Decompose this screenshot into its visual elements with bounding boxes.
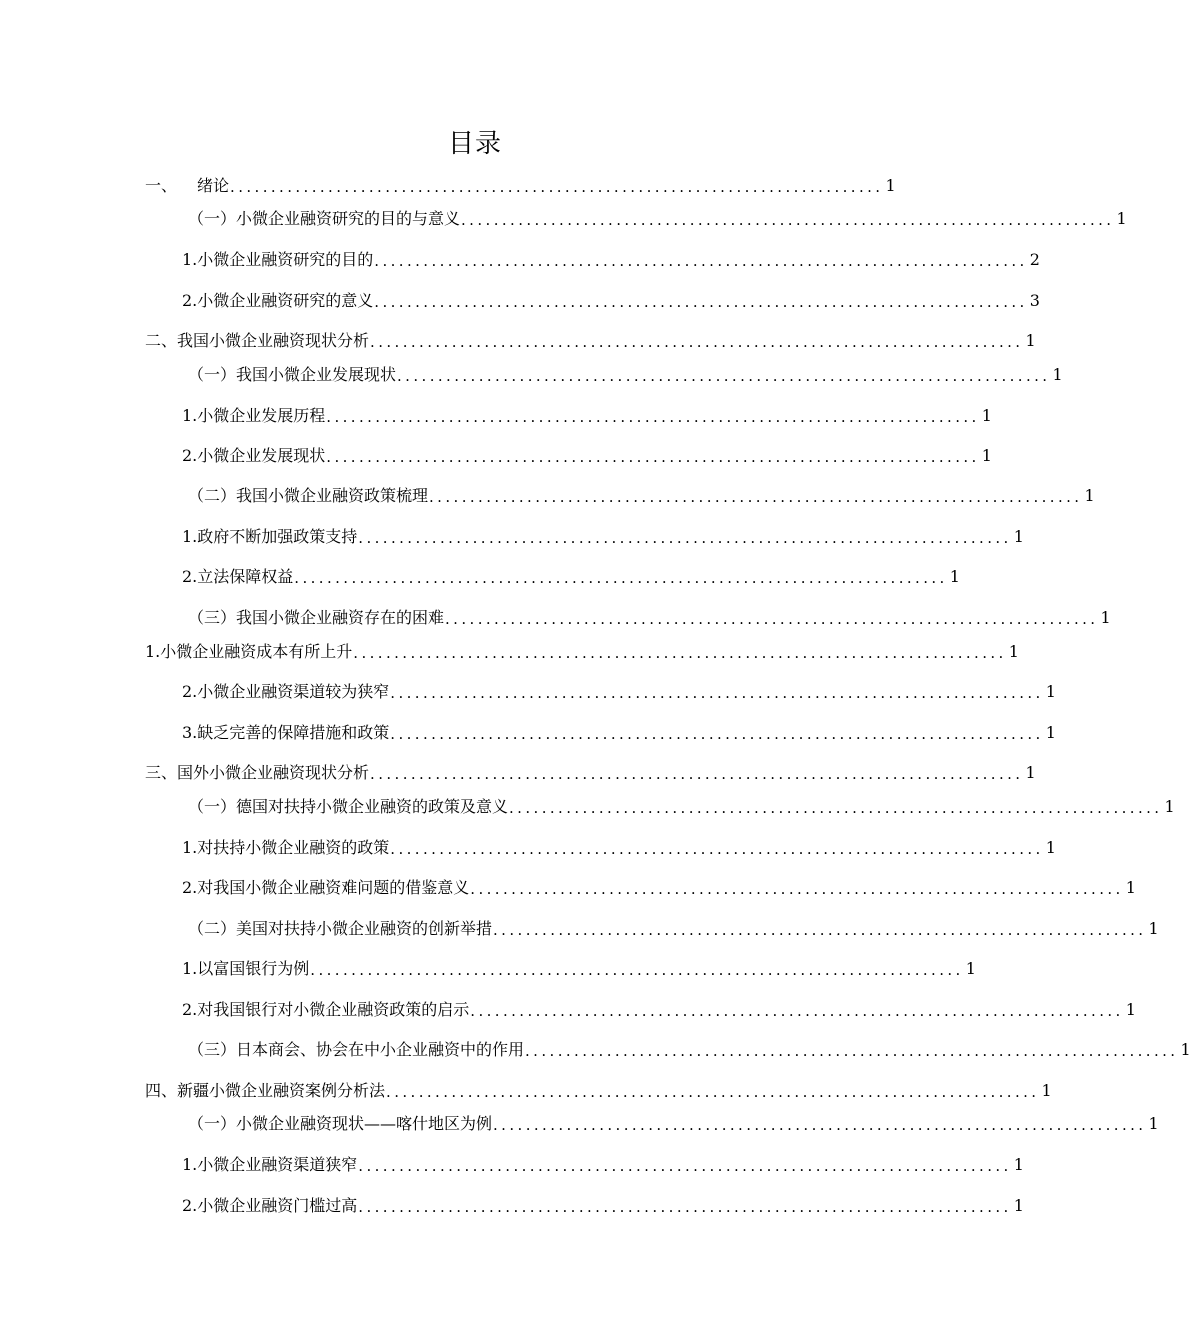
toc-entry-section[interactable] [188, 206, 1127, 230]
toc-entry-section[interactable] [188, 483, 1095, 507]
dot-leader: ................................................................................ [445, 610, 1099, 628]
toc-entry-title: 新疆小微企业融资案例分析法 [177, 1081, 386, 1100]
dot-leader: ................................................................................ [370, 765, 1024, 783]
toc-entry-page: 1 [1013, 527, 1024, 546]
toc-entry-chapter-1[interactable] [145, 173, 896, 197]
dot-leader: ................................................................................ [386, 1083, 1040, 1101]
dot-leader: ................................................................................ [493, 1116, 1147, 1134]
dot-leader: ................................................................................ [358, 1198, 1012, 1216]
toc-entry-title: （一）德国对扶持小微企业融资的政策及意义 [188, 797, 509, 816]
dot-leader: ................................................................................ [470, 880, 1124, 898]
toc-entry-number: 一、 [145, 176, 178, 195]
toc-entry-page: 1 [1041, 1081, 1052, 1100]
toc-entry-page: 1 [1100, 608, 1111, 627]
dot-leader: ................................................................................ [390, 684, 1044, 702]
toc-entry-item[interactable] [182, 564, 960, 588]
toc-entry-title: 1.小微企业融资成本有所上升 [145, 642, 353, 661]
dot-leader: ................................................................................ [470, 1002, 1124, 1020]
toc-entry-page: 2 [1029, 250, 1040, 269]
toc-entry-chapter-4[interactable] [145, 1078, 1052, 1102]
toc-entry-page: 1 [965, 959, 976, 978]
toc-entry-page: 1 [1008, 642, 1019, 661]
dot-leader: ................................................................................ [374, 293, 1028, 311]
dot-leader: ................................................................................ [230, 178, 884, 196]
toc-entry-title: （一）小微企业融资现状——喀什地区为例 [188, 1114, 493, 1133]
toc-entry-title: 1.以富国银行为例 [182, 959, 310, 978]
toc-entry-title: （二）我国小微企业融资政策梳理 [188, 486, 429, 505]
toc-entry-title: 绪论 [197, 176, 230, 195]
toc-entry-section[interactable] [188, 1037, 1191, 1061]
toc-entry-page: 3 [1029, 291, 1040, 310]
toc-entry-title: （三）日本商会、协会在中小企业融资中的作用 [188, 1040, 525, 1059]
toc-entry-title: 1.对扶持小微企业融资的政策 [182, 838, 390, 857]
toc-entry-page: 1 [949, 567, 960, 586]
dot-leader: ................................................................................ [353, 644, 1007, 662]
toc-entry-title: 2.对我国银行对小微企业融资政策的启示 [182, 1000, 470, 1019]
toc-entry-item[interactable] [182, 679, 1056, 703]
toc-entry-item[interactable] [182, 956, 976, 980]
toc-entry-title: （三）我国小微企业融资存在的困难 [188, 608, 445, 627]
toc-entry-page: 1 [1045, 682, 1056, 701]
toc-entry-page: 1 [1013, 1155, 1024, 1174]
toc-entry-item[interactable] [145, 639, 1019, 663]
dot-leader: ................................................................................ [390, 840, 1044, 858]
toc-entry-title: 国外小微企业融资现状分析 [177, 763, 370, 782]
toc-entry-item[interactable] [182, 875, 1136, 899]
dot-leader: ................................................................................ [509, 799, 1163, 817]
toc-entry-number: 三、 [145, 763, 178, 782]
toc-entry-title: （一）小微企业融资研究的目的与意义 [188, 209, 461, 228]
toc-entry-page: 1 [1045, 723, 1056, 742]
toc-entry-title: 1.政府不断加强政策支持 [182, 527, 358, 546]
toc-entry-title: 1.小微企业融资渠道狭窄 [182, 1155, 358, 1174]
toc-entry-title: （二）美国对扶持小微企业融资的创新举措 [188, 919, 493, 938]
toc-entry-page: 1 [981, 446, 992, 465]
dot-leader: ................................................................................ [358, 529, 1012, 547]
toc-entry-item[interactable] [182, 835, 1056, 859]
dot-leader: ................................................................................ [429, 488, 1083, 506]
dot-leader: ................................................................................ [326, 408, 980, 426]
toc-entry-page: 1 [1164, 797, 1175, 816]
toc-entry-title: 1.小微企业发展历程 [182, 406, 326, 425]
toc-entry-page: 1 [1125, 1000, 1136, 1019]
page-title: 目录 [447, 129, 502, 159]
toc-entry-page: 1 [1025, 763, 1036, 782]
toc-entry-section[interactable] [188, 916, 1159, 940]
toc-entry-title: 2.小微企业融资渠道较为狭窄 [182, 682, 390, 701]
toc-entry-page: 1 [1025, 331, 1036, 350]
toc-entry-chapter-3[interactable] [145, 760, 1036, 784]
toc-entry-item[interactable] [182, 443, 992, 467]
toc-entry-page: 1 [1013, 1196, 1024, 1215]
toc-entry-item[interactable] [182, 524, 1024, 548]
toc-entry-page: 1 [981, 406, 992, 425]
toc-entry-number: 二、 [145, 331, 178, 350]
toc-entry-title: 我国小微企业融资现状分析 [177, 331, 370, 350]
toc-entry-section[interactable] [188, 605, 1111, 629]
toc-entry-number: 四、 [145, 1081, 178, 1100]
toc-entry-section[interactable] [188, 362, 1063, 386]
toc-entry-item[interactable] [182, 403, 992, 427]
dot-leader: ................................................................................ [358, 1157, 1012, 1175]
toc-entry-item[interactable] [182, 1152, 1024, 1176]
toc-entry-item[interactable] [182, 288, 1040, 312]
toc-entry-page: 1 [1084, 486, 1095, 505]
toc-entry-item[interactable] [182, 1193, 1024, 1217]
dot-leader: ................................................................................ [326, 448, 980, 466]
dot-leader: ................................................................................ [525, 1042, 1179, 1060]
toc-entry-page: 1 [1148, 919, 1159, 938]
dot-leader: ................................................................................ [370, 333, 1024, 351]
toc-entry-page: 1 [885, 176, 896, 195]
toc-entry-page: 1 [1045, 838, 1056, 857]
toc-entry-page: 1 [1052, 365, 1063, 384]
toc-entry-title: （一）我国小微企业发展现状 [188, 365, 397, 384]
dot-leader: ................................................................................ [310, 961, 964, 979]
toc-entry-title: 3.缺乏完善的保障措施和政策 [182, 723, 390, 742]
toc-entry-page: 1 [1180, 1040, 1191, 1059]
toc-entry-title: 1.小微企业融资研究的目的 [182, 250, 374, 269]
dot-leader: ................................................................................ [461, 211, 1115, 229]
dot-leader: ................................................................................ [397, 367, 1051, 385]
toc-entry-item[interactable] [182, 720, 1056, 744]
toc-entry-page: 1 [1116, 209, 1127, 228]
dot-leader: ................................................................................ [493, 921, 1147, 939]
toc-entry-section[interactable] [188, 1111, 1159, 1135]
toc-entry-title: 2.对我国小微企业融资难问题的借鉴意义 [182, 878, 470, 897]
dot-leader: ................................................................................ [294, 569, 948, 587]
toc-entry-page: 1 [1125, 878, 1136, 897]
toc-entry-title: 2.小微企业融资研究的意义 [182, 291, 374, 310]
toc-entry-title: 2.小微企业发展现状 [182, 446, 326, 465]
toc-entry-chapter-2[interactable] [145, 328, 1036, 352]
dot-leader: ................................................................................ [374, 252, 1028, 270]
toc-entry-section[interactable] [188, 794, 1175, 818]
dot-leader: ................................................................................ [390, 725, 1044, 743]
toc-entry-item[interactable] [182, 247, 1040, 271]
toc-entry-title: 2.小微企业融资门槛过高 [182, 1196, 358, 1215]
toc-entry-item[interactable] [182, 997, 1136, 1021]
toc-entry-page: 1 [1148, 1114, 1159, 1133]
toc-entry-title: 2.立法保障权益 [182, 567, 294, 586]
